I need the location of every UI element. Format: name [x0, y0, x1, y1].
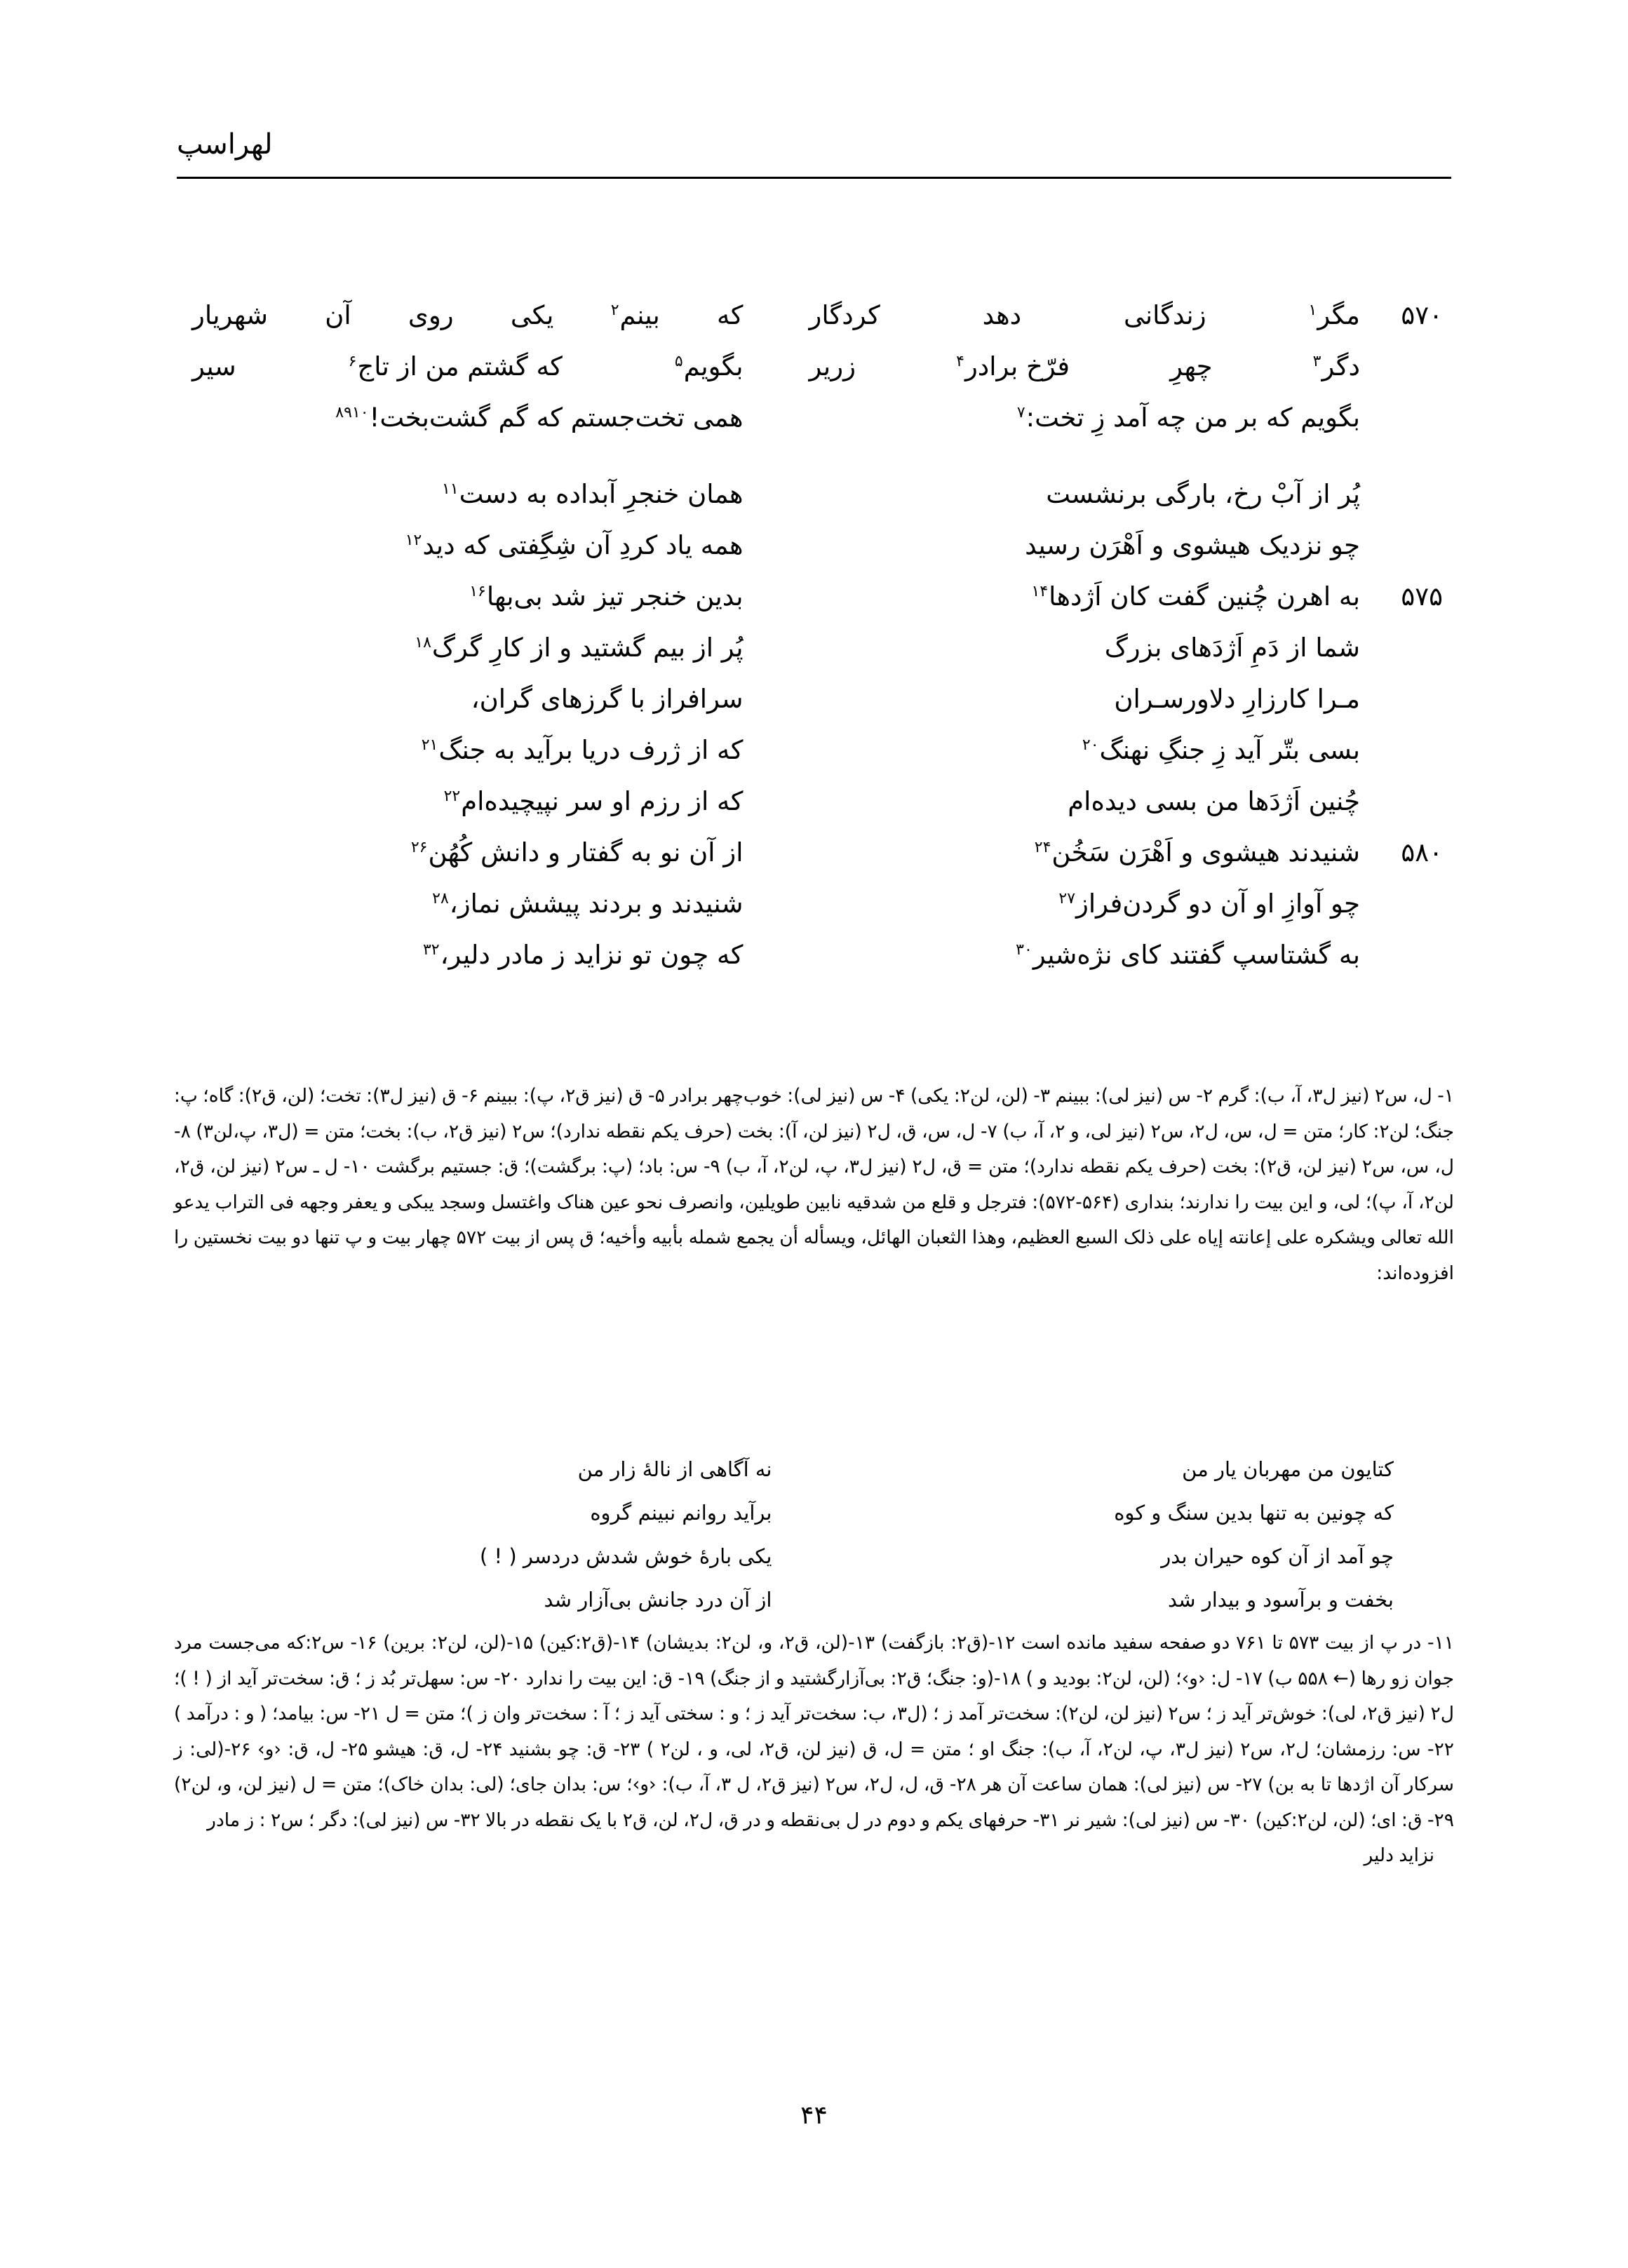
- interp-hemistich-right: [814, 1544, 1455, 1568]
- bayt-580: [180, 837, 1448, 889]
- hemistich-right: [772, 530, 1373, 560]
- word: شهریار: [192, 300, 268, 330]
- apparatus-paragraph: ۱۱- در پ از بیت ۵۷۳ تا ۷۶۱ دو صفحه سفید مانده است ۱۲-(ق۲: بازگفت) ۱۳-(لن، ق۲، و، لن۲: بدیشان) ۱۴-(ق۲:کین) ۱۵-(لن، لن۲: برین) ۱۶- س۲:که می‌جست مرد جوان زو رها (← ۵۵۸ ب) ۱۷- ل: ‹و›؛ (لن، لن۲: بودید و ) ۱۸-(و: جنگ؛ ق۲: بی‌آزارگشتید و از جنگ) ۱۹- ق: این بیت را ندارد ۲۰- س: سهل‌تر بُد ز ؛ ق: سخت‌تر آید از ( ! )؛ ل۲ (نیز ق۲، لی): خوش‌تر آید ز ؛ س۲ (نیز لن، لن۲): سخت‌تر آمد ز ؛ (ل۳، ب: سخت‌تر آید ز ؛ و : سختی آید ز ؛ آ : سخت‌تر وان ز )؛ متن = ل ۲۱- س: بیامد؛ ( و : درآمد ) ۲۲- س: رزمشان؛ ل۲، س۲ (نیز ل۳، پ، لن۲، آ، ب): جنگ او ؛ متن = ل، ق (نیز لن، ق۲، لی، و ، لن۲ ) ۲۳- ق: چو بشنید ۲۴- ل، ق: هیشو ۲۵- ل، ق: ‹و› ۲۶-(لی: ز سرکار آن اژدها تا به بن) ۲۷- س (نیز لی): همان ساعت آن هر ۲۸- ق، ل، ل۲، س۲ (نیز ق۲، ل ۳، آ، ب): ‹و›؛ س: بدان جای؛ (لی: بدان خاک)؛ متن = ل (نیز لن، و، لن۲) ۲۹- ق: ای؛ (لن، لن۲:کین) ۳۰- س (نیز لی): شیر نر ۳۱- حرفهای یکم و دوم در ل بی‌نقطه و در ق، ل۲، لن، ق۲ با یک نقطه در بالا ۳۲- س (نیز لی): دگر ؛ س۲ : ز مادر: [174, 1632, 1455, 1831]
- interp-text: که چونین به تنها بدین سنگ و کوه: [1114, 1501, 1394, 1525]
- word: آن: [325, 300, 351, 330]
- hemistich-left: [180, 837, 772, 868]
- interp-bayt: [174, 1544, 1454, 1588]
- hemistich-right: [772, 735, 1373, 765]
- bayt-573: [180, 479, 1448, 530]
- word: چهرِ: [1170, 351, 1213, 382]
- running-head-container: [177, 128, 1451, 161]
- hemistich-left: [180, 889, 772, 919]
- verse-block-2: [180, 479, 1448, 991]
- word: که گشتم من از تاج$^۶$: [348, 351, 563, 382]
- hemistich-text: شنیدند و بردند پیشش نماز،$^{۲۸}$: [432, 889, 744, 919]
- verse-area: [180, 300, 1448, 991]
- hemistich-left: [180, 581, 772, 612]
- interp-text: بخفت و برآسود و بیدار شد: [1168, 1588, 1394, 1612]
- header-rule: [177, 177, 1451, 179]
- word: بینم$^۲$: [610, 300, 660, 330]
- apparatus-tail: نزاید دلیر: [1364, 1844, 1434, 1866]
- footnote-ref: ۲۰: [1082, 736, 1099, 754]
- hemistich-right: [772, 581, 1373, 612]
- footnote-ref: ۶: [348, 352, 357, 370]
- hemistich-text: چُنین اَژدَها من بسی دیده‌ام: [1068, 786, 1360, 816]
- hemistich-left: [180, 633, 772, 663]
- word: روی: [408, 300, 454, 330]
- word: دهد: [982, 300, 1022, 330]
- interp-hemistich-left: [174, 1544, 814, 1568]
- hemistich-text: همان خنجرِ آبداده به دست$^{۱۱}$: [442, 479, 744, 509]
- hemistich-right: [772, 351, 1373, 382]
- hemistich-text: که از ژرف دریا برآید به جنگ$^{۲۱}$: [421, 735, 744, 765]
- hemistich-right: [772, 837, 1373, 868]
- bayt-571: [180, 351, 1448, 403]
- hemistich-right: [772, 403, 1373, 433]
- word: بگویم$^۵$: [674, 351, 744, 382]
- interp-text: از آن درد جانش بی‌آزار شد: [544, 1588, 772, 1612]
- bayt-number: ۵۷۵: [1401, 581, 1443, 612]
- footnote-ref: ۳۲: [422, 940, 440, 959]
- footnote-ref: ۵: [674, 352, 683, 370]
- hemistich-text: که چون تو نزاید ز مادر دلیر،$^{۳۲}$: [422, 940, 744, 970]
- interp-text: یکی بارهٔ خوش شدش دردسر ( ! ): [479, 1544, 772, 1568]
- bayt-582: [180, 940, 1448, 991]
- interp-text: برآید روانم نبینم گروه: [590, 1501, 772, 1525]
- word: زریر: [809, 351, 856, 382]
- hemistich-text: بگویم که بر من چه آمد زِ تخت:$^۷$: [1016, 403, 1360, 433]
- bayt-576: [180, 633, 1448, 684]
- footnote-ref: ۴: [956, 352, 964, 370]
- hemistich-text: چو نزدیک هیشوی و اَهْرَن رسید: [1025, 530, 1360, 560]
- hemistich-text: سرافراز با گرزهای گران،: [471, 684, 744, 714]
- interp-hemistich-right: [814, 1457, 1455, 1481]
- word: فرّخ برادر$^۴$: [956, 351, 1070, 382]
- footnote-ref: ۱: [1308, 301, 1317, 319]
- hemistich-text: به اهرن چُنین گفت کان اَژدها$^{۱۴}$: [1031, 581, 1360, 612]
- footnote-ref: ۲۲: [443, 787, 461, 805]
- footnote-ref: ۲۸: [432, 889, 449, 907]
- hemistich-text: مـرا کارزارِ دلاورسـران: [1114, 684, 1360, 714]
- footnote-ref: ۸۹۱۰: [335, 403, 369, 421]
- hemistich-text: همی تخت‌جستم که گم گشت‌بخت!$^{۸۹۱۰}$: [335, 403, 744, 433]
- hemistich-text: پُر از بیم گشتید و از کارِ گرگ$^{۱۸}$: [415, 633, 744, 663]
- apparatus-criticus-bottom: [174, 1626, 1454, 1874]
- footnote-ref: ۲: [610, 301, 619, 319]
- hemistich-text: از آن نو به گفتار و دانش کُهُن$^{۲۶}$: [410, 837, 744, 868]
- apparatus-paragraph: ۱- ل، س۲ (نیز ل۳، آ، ب): گرم ۲- س (نیز لی): ببینم ۳- (لن، لن۲: یکی) ۴- س (نیز لی): خوب‌چهر برادر ۵- ق (نیز ق۲، پ): ببینم ۶- ق (نیز ل۳): تخت؛ (لن، ق۲): گاه؛ پ: جنگ؛ لن۲: کار؛ متن = ل، س، ل۲، س۲ (نیز لی، و ۲، آ، ب) ۷- ل، س، ق، ل۲ (نیز لن، آ): بخت (حرف یکم نقطه ندارد)؛ س۲ (نیز ق۲، ب): بخت؛ متن = (ل۳، پ،‌لن۳) ۸- ل، س، س۲ (نیز لن، ق۲): بخت (حرف یکم نقطه ندارد)؛ متن = ق، ل۲ (نیز ل۳، پ، لن۲، آ، ب) ۹- س: باد؛ (پ: برگشت)؛ ق: جستیم برگشت ۱۰- ل ـ س۲ (نیز لن، ق۲، لن۲، آ، پ)؛ لی، و این بیت را ندارند؛ بنداری (۵۶۴-۵۷۲): فترجل و قلع من شدقیه نابین طویلین، وانصرف نحو عین هناک واغتسل وسجد یبکی و یعفر وجهه فی التراب یدعو الله تعالی ویشکره علی إعانته إیاه علی ذلک السبع العظیم، وهذا الثعبان الهائل، ویسأله أن یجمع شمله بأبیه وأخیه؛ ق پس از بیت ۵۷۲ چهار بیت و پ تنها دو بیت نخستین را افزوده‌اند:: [174, 1085, 1455, 1284]
- bayt-number: ۵۷۰: [1401, 300, 1443, 330]
- folio-number: ۴۴: [800, 2101, 828, 2130]
- interp-hemistich-right: [814, 1588, 1455, 1612]
- hemistich-text: بسی بتّر آید زِ جنگِ نهنگ$^{۲۰}$: [1082, 735, 1360, 765]
- verse-block-1: [180, 300, 1448, 454]
- word: مگر$^۱$: [1308, 300, 1360, 330]
- hemistich-right: [772, 786, 1373, 816]
- bayt-578: [180, 735, 1448, 786]
- running-head: لهراسپ: [177, 128, 273, 161]
- word: زندگانی: [1123, 300, 1206, 330]
- hemistich-text: شنیدند هیشوی و اَهْرَن سَخُن$^{۲۴}$: [1034, 837, 1360, 868]
- footnote-ref: ۱۸: [415, 633, 431, 652]
- interp-hemistich-left: [174, 1457, 814, 1481]
- footnote-ref: ۲۱: [421, 736, 438, 754]
- word: یکی: [510, 300, 554, 330]
- hemistich-left: [180, 479, 772, 509]
- hemistich-left: [180, 786, 772, 816]
- interp-text: چو آمد از آن کوه حیران بدر: [1161, 1544, 1394, 1568]
- bayt-579: [180, 786, 1448, 837]
- footnote-ref: ۱۲: [405, 531, 422, 549]
- footnote-ref: ۲۴: [1034, 838, 1051, 856]
- hemistich-text: که از رزم او سر نپیچیده‌ام$^{۲۲}$: [443, 786, 744, 816]
- footnote-ref: ۷: [1016, 403, 1025, 421]
- hemistich-left: [180, 684, 772, 714]
- bayt-575: [180, 581, 1448, 633]
- interpolated-verses: [174, 1457, 1454, 1631]
- hemistich-right: [772, 300, 1373, 330]
- hemistich-left: [180, 735, 772, 765]
- apparatus-criticus-top: [174, 1079, 1454, 1291]
- footnote-ref: ۲۶: [410, 838, 428, 856]
- word: دگر$^۳$: [1312, 351, 1360, 382]
- hemistich-right: [772, 889, 1373, 919]
- hemistich-left: [180, 351, 772, 382]
- word: سیر: [192, 351, 236, 382]
- bayt-570: [180, 300, 1448, 351]
- hemistich-text: بدین خنجر تیز شد بی‌بها$^{۱۶}$: [469, 581, 744, 612]
- hemistich-text: پُر از آبْ رخ، بارگی برنشست: [1046, 479, 1360, 509]
- interp-hemistich-right: [814, 1501, 1455, 1525]
- bayt-number: ۵۸۰: [1401, 837, 1443, 868]
- hemistich-right: [772, 633, 1373, 663]
- bayt-572: [180, 403, 1448, 454]
- interp-text: کتایون من مهربان یار من: [1182, 1457, 1394, 1481]
- hemistich-left: [180, 403, 772, 433]
- footnote-ref: ۱۶: [469, 582, 486, 600]
- hemistich-text: به گشتاسپ گفتند کای نژه‌شیر$^{۳۰}$: [1016, 940, 1360, 970]
- footnote-ref: ۲۷: [1058, 889, 1076, 907]
- hemistich-text: چو آوازِ او آن دو گردن‌فراز$^{۲۷}$: [1058, 889, 1360, 919]
- interp-text: نه آگاهی از نالهٔ زار من: [577, 1457, 772, 1481]
- hemistich-left: [180, 940, 772, 970]
- interp-bayt: [174, 1588, 1454, 1631]
- hemistich-left: [180, 300, 772, 330]
- hemistich-left: [180, 530, 772, 560]
- footnote-ref: ۳: [1312, 352, 1321, 370]
- interp-bayt: [174, 1501, 1454, 1544]
- bayt-574: [180, 530, 1448, 581]
- footnote-ref: ۱۴: [1031, 582, 1049, 600]
- interp-hemistich-left: [174, 1588, 814, 1612]
- interp-hemistich-left: [174, 1501, 814, 1525]
- hemistich-right: [772, 940, 1373, 970]
- hemistich-right: [772, 479, 1373, 509]
- hemistich-text: همه یاد کردِ آن شِگِفتی که دید$^{۱۲}$: [405, 530, 744, 560]
- footnote-ref: ۱۱: [442, 480, 459, 498]
- word: کردگار: [809, 300, 880, 330]
- hemistich-right: [772, 684, 1373, 714]
- hemistich-text: شما از دَمِ اَژدَهای بزرگ: [1104, 633, 1360, 663]
- bayt-581: [180, 889, 1448, 940]
- interp-bayt: [174, 1457, 1454, 1501]
- footnote-ref: ۳۰: [1016, 940, 1032, 959]
- bayt-577: [180, 684, 1448, 735]
- word: که: [717, 300, 744, 330]
